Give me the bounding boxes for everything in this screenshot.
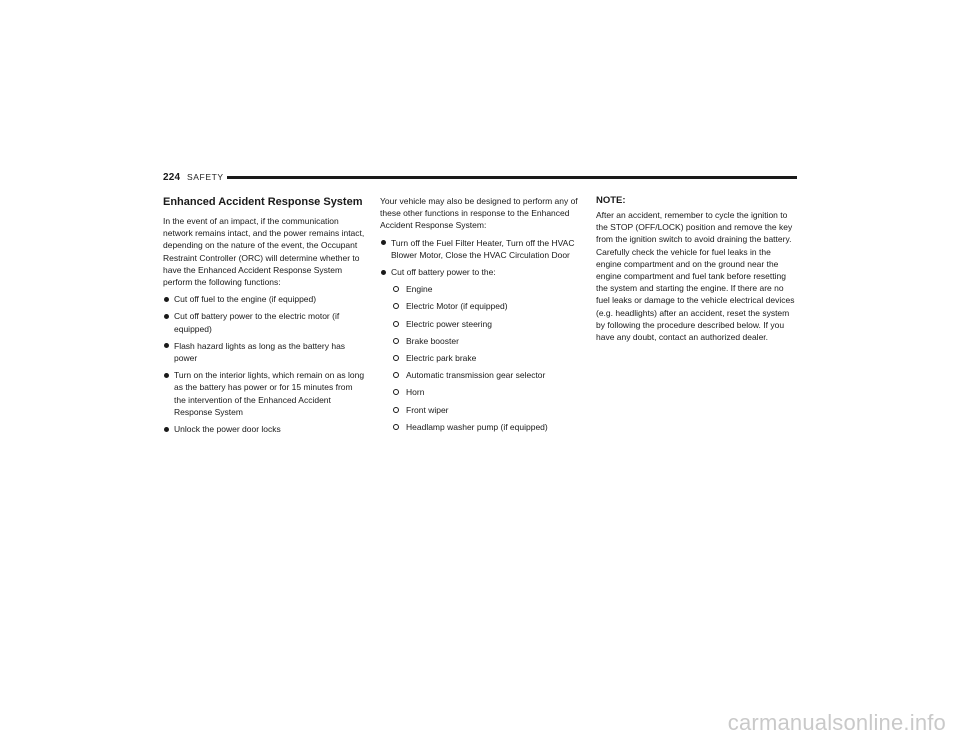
bullet-icon [164, 314, 169, 319]
sub-list-item: Front wiper [391, 404, 582, 416]
list-item: Cut off battery power to the electric motor (if equipped) [163, 310, 365, 334]
sub-list-item: Electric Motor (if equipped) [391, 300, 582, 312]
circle-bullet-icon [393, 355, 399, 361]
sub-list-item: Horn [391, 386, 582, 398]
section-title: SAFETY [187, 172, 224, 182]
watermark-text[interactable]: carmanualsonline.info [727, 710, 946, 735]
sub-list-item: Engine [391, 283, 582, 295]
section-heading: Enhanced Accident Response System [163, 196, 363, 208]
circle-bullet-icon [393, 424, 399, 430]
sub-list-item: Electric power steering [391, 318, 582, 330]
list-item: Unlock the power door locks [163, 423, 365, 435]
function-list [163, 293, 365, 435]
circle-bullet-icon [393, 286, 399, 292]
bullet-icon [164, 373, 169, 378]
sub-list-item: Brake booster [391, 335, 582, 347]
column-right [596, 195, 798, 348]
additional-function-list [380, 237, 582, 433]
column-left [163, 195, 365, 440]
sub-list-item: Headlamp washer pump (if equipped) [391, 421, 582, 433]
list-item: Turn off the Fuel Filter Heater, Turn off the HVAC Blower Motor, Close the HVAC Circulation Door [380, 237, 582, 261]
circle-bullet-icon [393, 321, 399, 327]
sub-list-item: Electric park brake [391, 352, 582, 364]
header-rule [227, 176, 797, 179]
circle-bullet-icon [393, 303, 399, 309]
note-text: After an accident, remember to cycle the ignition to the STOP (OFF/LOCK) position and remove the key from the ignition switch to avoid draining the battery. Carefully check the vehicle for fuel leaks in the engine compartment and on the ground near the engine compartment and fuel tank before resetting the system and starting the engine. If there are no fuel leaks or damage to the vehicle electrical devices (e.g. headlights) after an accident, reset the system by following the procedure described below. If you have any doubt, contact an authorized dealer. [596, 210, 795, 343]
list-item: Cut off battery power to the: Engine Electric Motor (if equipped) Electric power steering Brake booster Electric park brake Automatic transmission gear selector Horn Front wiper Headlamp washer pump (if equipped) [380, 266, 582, 433]
bullet-icon [164, 297, 169, 302]
list-item: Turn on the interior lights, which remain on as long as the battery has power or for 15 minutes from the intervention of the Enhanced Accident Response System [163, 369, 365, 418]
circle-bullet-icon [393, 389, 399, 395]
column-middle [380, 195, 582, 438]
bullet-icon [164, 427, 169, 432]
page-header [163, 172, 797, 186]
note-title: NOTE: [596, 195, 626, 206]
intro-paragraph: In the event of an impact, if the communication network remains intact, and the power remains intact, depending on the nature of the event, the Occupant Restraint Controller (ORC) will determine whether to have the Enhanced Accident Response System perform the following functions: [163, 216, 365, 288]
list-item: Cut off fuel to the engine (if equipped) [163, 293, 365, 305]
page-number: 224 [163, 172, 181, 183]
intro-paragraph: Your vehicle may also be designed to perform any of these other functions in response to the Enhanced Accident Response System: [380, 196, 578, 231]
sub-list-item: Automatic transmission gear selector [391, 369, 582, 381]
bullet-icon [381, 240, 386, 245]
bullet-icon [164, 343, 169, 348]
list-item: Flash hazard lights as long as the battery has power [163, 340, 365, 364]
circle-bullet-icon [393, 372, 399, 378]
bullet-icon [381, 270, 386, 275]
circle-bullet-icon [393, 338, 399, 344]
circle-bullet-icon [393, 407, 399, 413]
power-cutoff-sublist [391, 283, 582, 433]
